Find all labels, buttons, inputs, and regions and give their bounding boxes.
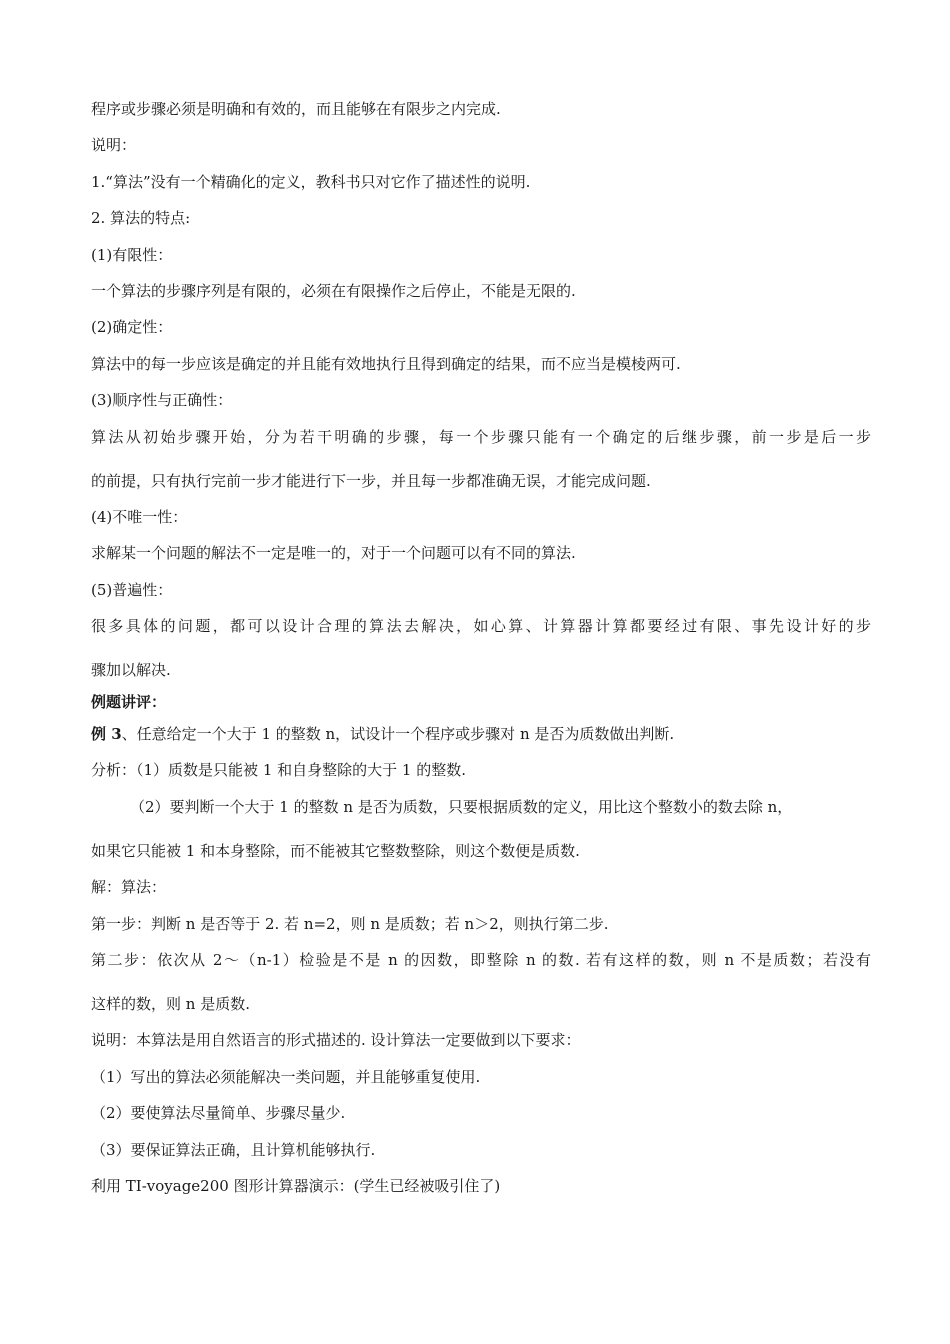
feature-order-heading: (3)顺序性与正确性： <box>91 391 233 410</box>
feature-uniqueness-text: 求解某一个问题的解法不一定是唯一的，对于一个问题可以有不同的算法. <box>91 544 576 563</box>
feature-generality-heading: (5)普遍性： <box>91 580 173 599</box>
feature-definiteness-text: 算法中的每一步应该是确定的并且能有效地执行且得到确定的结果，而不应当是模棱两可. <box>91 354 681 373</box>
requirement-3: （3）要保证算法正确，且计算机能够执行. <box>91 1140 376 1159</box>
feature-generality-text-line2: 骤加以解决. <box>91 661 171 680</box>
paragraph-note-2: 2. 算法的特点: <box>91 209 191 228</box>
feature-definiteness-heading: (2)确定性： <box>91 318 173 337</box>
example-3-label: 例 3 <box>91 725 122 744</box>
feature-order-text-line2: 的前提，只有执行完前一步才能进行下一步，并且每一步都准确无误，才能完成问题. <box>91 471 651 490</box>
paragraph-note-1: 1.“算法”没有一个精确化的定义，教科书只对它作了描述性的说明. <box>91 172 531 191</box>
paragraph-note-heading: 说明： <box>91 136 137 155</box>
requirement-1: （1）写出的算法必须能解决一类问题，并且能够重复使用. <box>91 1067 481 1086</box>
feature-order-text-line1: 算法从初始步骤开始，分为若干明确的步骤，每一个步骤只能有一个确定的后继步骤，前一步是后一步 <box>91 427 871 446</box>
feature-generality-text-line1: 很多具体的问题，都可以设计合理的算法去解决，如心算、计算器计算都要经过有限、事先设计好的步 <box>91 617 871 636</box>
requirement-2: （2）要使算法尽量简单、步骤尽量少. <box>91 1104 346 1123</box>
algorithm-step-1: 第一步：判断 n 是否等于 2. 若 n=2，则 n 是质数；若 n＞2，则执行第二步. <box>91 914 609 933</box>
examples-heading: 例题讲评： <box>91 693 167 712</box>
document-body <box>91 97 871 1210</box>
feature-finiteness-text: 一个算法的步骤序列是有限的，必须在有限操作之后停止，不能是无限的. <box>91 281 576 300</box>
algorithm-note: 说明：本算法是用自然语言的形式描述的. 设计算法一定要做到以下要求： <box>91 1031 581 1050</box>
calculator-demo-note: 利用 TI-voyage200 图形计算器演示：(学生已经被吸引住了) <box>91 1176 501 1195</box>
feature-uniqueness-heading: (4)不唯一性： <box>91 507 188 526</box>
analysis-point-2-line2: 如果它只能被 1 和本身整除，而不能被其它整数整除，则这个数便是质数. <box>91 841 580 860</box>
example-3 <box>91 722 871 746</box>
paragraph-algorithm-definition-end: 程序或步骤必须是明确和有效的，而且能够在有限步之内完成. <box>91 100 501 118</box>
solution-heading: 解：算法： <box>91 878 167 897</box>
analysis-point-1: 分析：（1）质数是只能被 1 和自身整除的大于 1 的整数. <box>91 761 466 780</box>
algorithm-step-2-line1: 第二步：依次从 2～（n-1）检验是不是 n 的因数，即整除 n 的数. 若有这样的数，则 n 不是质数；若没有 <box>91 951 871 970</box>
feature-finiteness-heading: (1)有限性： <box>91 245 173 264</box>
analysis-point-2-line1: （2）要判断一个大于 1 的整数 n 是否为质数，只要根据质数的定义，用比这个整数小的数去除 n， <box>130 797 793 816</box>
algorithm-step-2-line2: 这样的数，则 n 是质数. <box>91 995 250 1014</box>
example-3-text: 、任意给定一个大于 1 的整数 n，试设计一个程序或步骤对 n 是否为质数做出判断. <box>121 725 675 744</box>
